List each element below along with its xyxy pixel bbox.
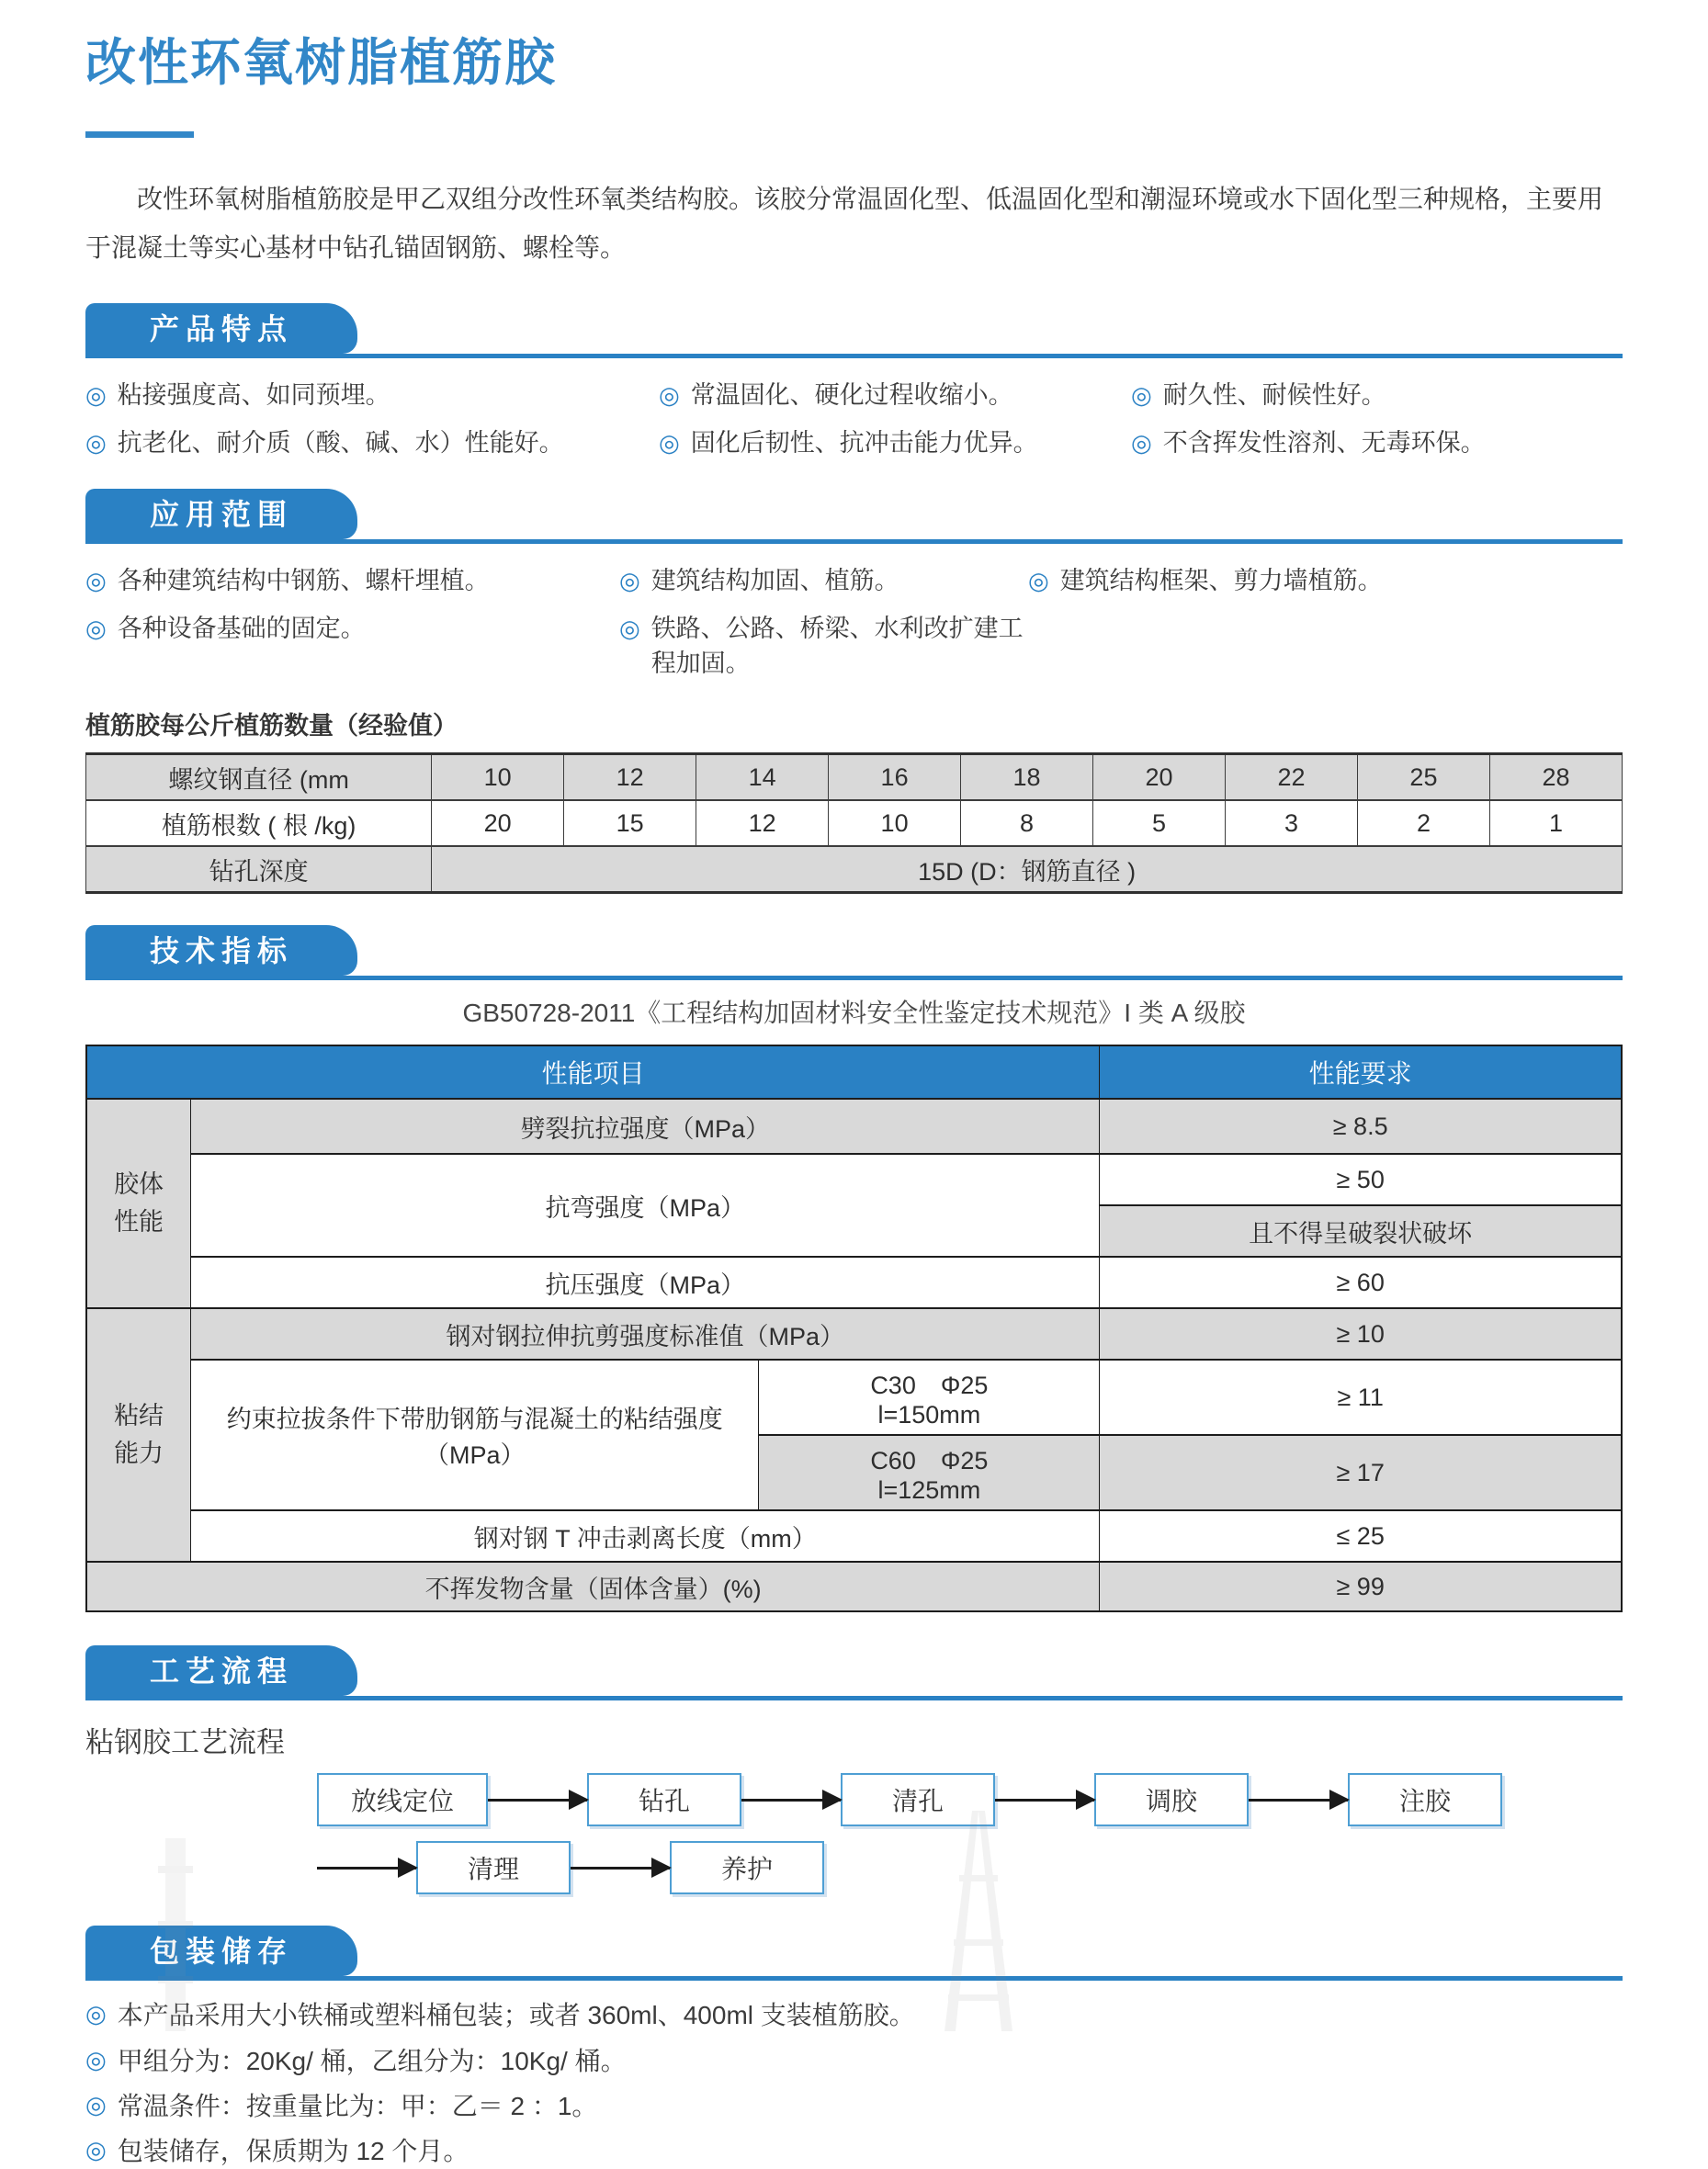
section-head-applications xyxy=(85,489,1623,544)
flow-subtitle: 粘钢胶工艺流程 xyxy=(85,1726,285,1759)
arrow-right-icon xyxy=(995,1799,1094,1802)
list-item xyxy=(85,612,619,682)
group-header: 胶体性能 xyxy=(86,1099,191,1308)
section-badge-process: 工艺流程 xyxy=(85,1645,357,1696)
list-item xyxy=(85,426,659,461)
requirement-cell: ≥ 50 xyxy=(1100,1154,1622,1205)
table-cell: 12 xyxy=(696,800,829,846)
bullet-icon: ◎ xyxy=(1131,429,1152,458)
feature-text: 粘接强度高、如同预埋。 xyxy=(117,381,390,410)
bullet-icon: ◎ xyxy=(85,566,107,594)
property-cell: 钢对钢 T 冲击剥离长度（mm） xyxy=(191,1510,1100,1562)
table-cell: 12 xyxy=(564,754,696,801)
table-cell: 25 xyxy=(1357,754,1489,801)
condition-cell: C60 Φ25 l=125mm xyxy=(759,1435,1100,1510)
requirement-cell: ≥ 17 xyxy=(1100,1435,1622,1510)
table-cell: 22 xyxy=(1226,754,1358,801)
rebar-table-title: 植筋胶每公斤植筋数量（经验值） xyxy=(85,712,458,740)
table-row xyxy=(86,1308,1622,1360)
application-text: 建筑结构框架、剪力墙植筋。 xyxy=(1059,566,1383,594)
group-header: 粘结能力 xyxy=(86,1308,191,1562)
bullet-icon: ◎ xyxy=(85,2045,107,2073)
requirement-cell: ≤ 25 xyxy=(1100,1510,1622,1562)
feature-text: 固化后韧性、抗冲击能力优异。 xyxy=(690,429,1038,458)
list-item xyxy=(85,378,659,413)
table-cell: 8 xyxy=(961,800,1093,846)
list-item xyxy=(1028,564,1623,599)
condition-cell: C30 Φ25 l=150mm xyxy=(759,1360,1100,1435)
arrow-right-icon xyxy=(317,1867,416,1870)
requirement-cell: ≥ 10 xyxy=(1100,1308,1622,1360)
section-rule xyxy=(85,976,1623,980)
page-title: 改性环氧树脂植筋胶 xyxy=(85,34,558,91)
flow-step: 注胶 xyxy=(1348,1773,1502,1826)
standard-note: GB50728-2011《工程结构加固材料安全性鉴定技术规范》I 类 A 级胶 xyxy=(462,999,1246,1028)
applications-list xyxy=(85,564,1623,681)
packaging-list xyxy=(85,1997,1623,2169)
application-text: 铁路、公路、桥梁、水利改扩建工程加固。 xyxy=(650,614,1024,677)
table-row xyxy=(86,1562,1622,1611)
feature-text: 不含挥发性溶剂、无毒环保。 xyxy=(1162,429,1486,458)
column-header: 性能项目 xyxy=(86,1045,1100,1099)
row-header: 螺纹钢直径 (mm xyxy=(86,754,432,801)
property-cell: 不挥发物含量（固体含量）(%) xyxy=(86,1562,1100,1611)
flow-step: 清孔 xyxy=(841,1773,995,1826)
property-cell: 抗压强度（MPa） xyxy=(191,1257,1100,1308)
arrow-right-icon xyxy=(741,1799,841,1802)
bullet-icon: ◎ xyxy=(659,429,680,458)
table-cell: 10 xyxy=(432,754,564,801)
flow-step: 放线定位 xyxy=(317,1773,488,1826)
table-cell: 15 xyxy=(564,800,696,846)
requirement-cell: 且不得呈破裂状破坏 xyxy=(1100,1205,1622,1257)
flow-step: 养护 xyxy=(670,1841,824,1894)
requirement-cell: ≥ 8.5 xyxy=(1100,1099,1622,1154)
table-row xyxy=(86,1257,1622,1308)
list-item xyxy=(85,2133,1623,2169)
list-item xyxy=(659,378,1131,413)
row-header: 植筋根数 ( 根 /kg) xyxy=(86,800,432,846)
application-text: 各种设备基础的固定。 xyxy=(117,614,366,642)
application-text: 建筑结构加固、植筋。 xyxy=(650,566,899,594)
section-head-packaging xyxy=(85,1926,1623,1981)
section-badge-tech: 技术指标 xyxy=(85,925,357,976)
section-badge-applications: 应用范围 xyxy=(85,489,357,539)
process-flowchart xyxy=(85,1771,1623,1896)
section-head-process xyxy=(85,1645,1623,1700)
list-item xyxy=(85,2088,1623,2124)
table-row xyxy=(86,846,1623,893)
table-cell: 15D (D：钢筋直径 ) xyxy=(432,846,1623,893)
feature-text: 耐久性、耐候性好。 xyxy=(1162,381,1386,410)
section-rule xyxy=(85,1696,1623,1700)
table-cell: 3 xyxy=(1226,800,1358,846)
section-head-features xyxy=(85,303,1623,358)
rebar-table xyxy=(85,752,1623,894)
table-cell: 20 xyxy=(1093,754,1226,801)
table-row xyxy=(86,1154,1622,1205)
bullet-icon: ◎ xyxy=(85,429,107,458)
list-item xyxy=(619,612,1028,682)
requirement-cell: ≥ 60 xyxy=(1100,1257,1622,1308)
packaging-text: 甲组分为：20Kg/ 桶，乙组分为：10Kg/ 桶。 xyxy=(117,2046,627,2075)
bullet-icon: ◎ xyxy=(619,566,640,594)
table-cell: 1 xyxy=(1489,800,1622,846)
property-cell: 抗弯强度（MPa） xyxy=(191,1154,1100,1257)
column-header: 性能要求 xyxy=(1100,1045,1622,1099)
arrow-right-icon xyxy=(488,1799,587,1802)
property-cell: 钢对钢拉伸抗剪强度标准值（MPa） xyxy=(191,1308,1100,1360)
intro-paragraph: 改性环氧树脂植筋胶是甲乙双组分改性环氧类结构胶。该胶分常温固化型、低温固化型和潮湿环境或水下固化型三种规格，主要用于混凝土等实心基材中钻孔锚固钢筋、螺栓等。 xyxy=(85,185,1604,263)
bullet-icon: ◎ xyxy=(85,614,107,642)
arrow-right-icon xyxy=(1249,1799,1348,1802)
table-cell: 14 xyxy=(696,754,829,801)
flow-row-1 xyxy=(317,1771,1623,1828)
section-rule xyxy=(85,1976,1623,1981)
table-row xyxy=(86,754,1623,801)
bullet-icon: ◎ xyxy=(85,2000,107,2028)
table-row xyxy=(86,1510,1622,1562)
table-cell: 5 xyxy=(1093,800,1226,846)
list-item xyxy=(85,2043,1623,2079)
bullet-icon: ◎ xyxy=(1131,381,1152,410)
requirement-cell: ≥ 11 xyxy=(1100,1360,1622,1435)
list-item xyxy=(1131,378,1623,413)
flow-step: 钻孔 xyxy=(587,1773,741,1826)
bullet-icon: ◎ xyxy=(1028,566,1049,594)
packaging-text: 常温条件：按重量比为：甲：乙＝ 2 ：1。 xyxy=(117,2091,598,2120)
list-item xyxy=(85,564,619,599)
list-item xyxy=(85,1997,1623,2033)
packaging-text: 包装储存，保质期为 12 个月。 xyxy=(117,2136,469,2165)
table-cell: 16 xyxy=(829,754,961,801)
features-list xyxy=(85,378,1623,461)
list-item xyxy=(659,426,1131,461)
bullet-icon: ◎ xyxy=(85,2135,107,2163)
table-cell: 10 xyxy=(829,800,961,846)
flow-step: 调胶 xyxy=(1094,1773,1249,1826)
tech-table xyxy=(85,1045,1623,1612)
table-row xyxy=(86,1045,1622,1099)
feature-text: 常温固化、硬化过程收缩小。 xyxy=(690,381,1013,410)
arrow-right-icon xyxy=(571,1867,670,1870)
list-item xyxy=(1131,426,1623,461)
property-cell: 约束拉拔条件下带肋钢筋与混凝土的粘结强度 （MPa） xyxy=(191,1360,759,1510)
list-item xyxy=(619,564,1028,599)
table-row xyxy=(86,1360,1622,1435)
table-cell: 28 xyxy=(1489,754,1622,801)
feature-text: 抗老化、耐介质（酸、碱、水）性能好。 xyxy=(117,429,564,458)
bullet-icon: ◎ xyxy=(85,381,107,410)
property-cell: 劈裂抗拉强度（MPa） xyxy=(191,1099,1100,1154)
bullet-icon: ◎ xyxy=(619,614,640,642)
table-cell: 2 xyxy=(1357,800,1489,846)
flow-step: 清理 xyxy=(416,1841,571,1894)
bullet-icon: ◎ xyxy=(659,381,680,410)
title-underline xyxy=(85,131,194,138)
application-text: 各种建筑结构中钢筋、螺杆埋植。 xyxy=(117,566,490,594)
flow-row-2 xyxy=(317,1839,1623,1896)
table-cell: 20 xyxy=(432,800,564,846)
table-cell: 18 xyxy=(961,754,1093,801)
section-rule xyxy=(85,539,1623,544)
section-head-tech xyxy=(85,925,1623,980)
table-row xyxy=(86,1099,1622,1154)
requirement-cell: ≥ 99 xyxy=(1100,1562,1622,1611)
section-rule xyxy=(85,354,1623,358)
section-badge-packaging: 包装储存 xyxy=(85,1926,357,1976)
packaging-text: 本产品采用大小铁桶或塑料桶包装；或者 360ml、400ml 支装植筋胶。 xyxy=(117,2001,915,2030)
bullet-icon: ◎ xyxy=(85,2090,107,2118)
table-row xyxy=(86,800,1623,846)
section-badge-features: 产品特点 xyxy=(85,303,357,354)
row-header: 钻孔深度 xyxy=(86,846,432,893)
